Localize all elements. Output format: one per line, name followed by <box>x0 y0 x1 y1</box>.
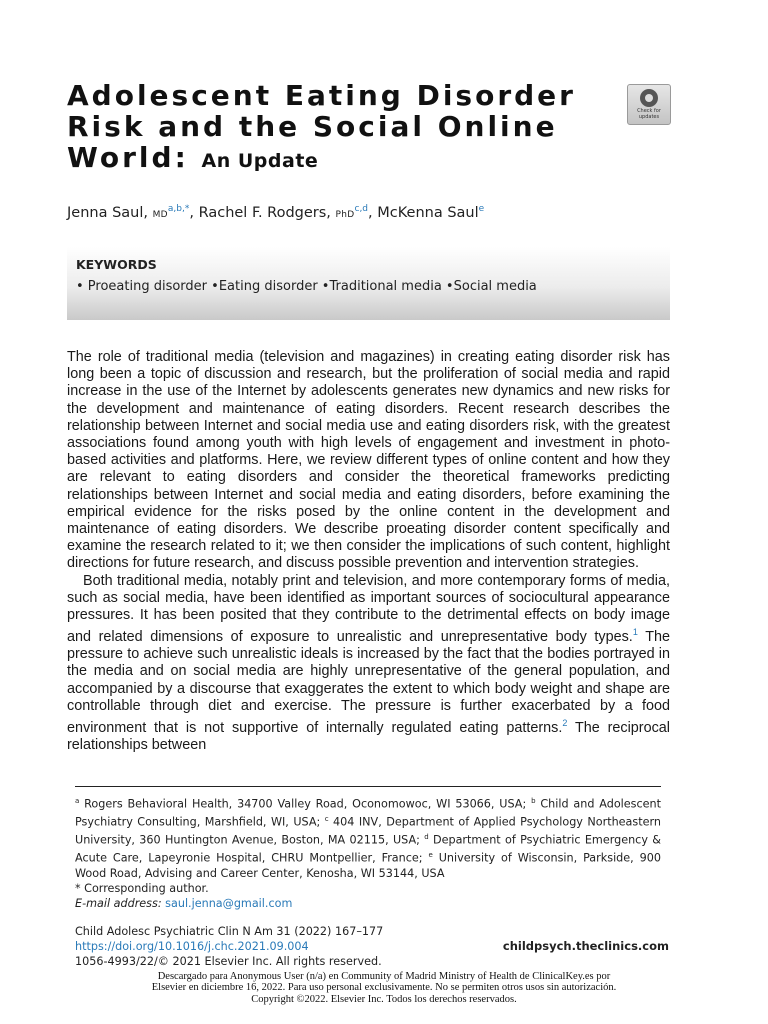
affiliation-marker[interactable]: c,d <box>354 204 369 214</box>
corresponding-author: * Corresponding author. <box>75 881 209 895</box>
author-name: , McKenna Saul <box>368 205 479 221</box>
email-label: E-mail address: <box>75 897 162 911</box>
abstract-paragraph: The role of traditional media (television and magazines) in creating eating disorder risk has long been a topic of discussion and research, but the proliferation of social media and rapid increase in the use of the Internet by adolescents generates new dynamics and new risks for the development and maintenance of eating disorders. Recent research describes the relationship between Internet and social media use and eating disorders risk, with the greatest associations found among youth with high levels of engagement and investment in photo-based activities and platforms. Here, we review different types of online content and how they are relevant to eating disorders and consider the theoretical frameworks predicting relationships between Internet and social media and eating disorders, before examining the empirical evidence for the risks posed by the online content in the development and maintenance of eating disorders. We describe proeating disorder content specifically and examine the research related to it; we then consider the implications of such content, highlight directions for future research, and discuss possible prevention and intervention strategies. <box>67 349 670 572</box>
journal-citation: Child Adolesc Psychiatric Clin N Am 31 (2022) 167–177 <box>75 925 384 938</box>
article-title <box>67 80 587 177</box>
keywords-box <box>67 247 670 320</box>
email-link[interactable]: saul.jenna@gmail.com <box>165 897 293 911</box>
copyright-line: 1056-4993/22/© 2021 Elsevier Inc. All rights reserved. <box>75 955 382 969</box>
check-for-updates-button[interactable] <box>627 84 671 125</box>
article-body <box>67 349 670 754</box>
body-paragraph <box>67 573 670 755</box>
check-for-updates-label: Check for updates <box>637 108 661 120</box>
affiliation-marker: b <box>531 797 536 805</box>
affiliation-text: Department of Psychiatric Emergency & Acute Care, Lapeyronie Hospital, CHRU Montpellier, France; <box>75 833 661 865</box>
affiliation-text: University of Wisconsin, Parkside, 900 Wood Road, Advising and Career Center, Kenosha, WI 53144, USA <box>75 851 661 880</box>
affiliation-marker[interactable]: a,b,* <box>167 204 190 214</box>
download-notice: Descargado para Anonymous User (n/a) en Community of Madrid Ministry of Health de ClinicalKey.es por Elsevier en diciembre 16, 2022. Para uso personal exclusivamente. No se permiten otros usos sin autorización. Copyright ©2022. Elsevier Inc. Todos los derechos reservados. <box>151 971 617 1005</box>
affiliation-text: Child and Adolescent Psychiatry Consulting, Marshfield, WI, USA; <box>75 797 662 829</box>
affiliation-marker: a <box>75 797 80 805</box>
email-line <box>75 896 661 911</box>
author-list <box>67 204 707 221</box>
body-text: Both traditional media, notably print and television, and more contemporary forms of media, such as social media, have been identified as important sources of sociocultural appearance pressures. It has been posited that they contribute to the detrimental effects on body image and related dimensions of exposure to unrealistic and unrepresentative body types. <box>67 572 670 646</box>
title-main: Adolescent Eating Disorder Risk and the Social Online World: <box>67 79 576 174</box>
author-name: Jenna Saul, <box>67 205 148 221</box>
author-name: , Rachel F. Rodgers, <box>189 205 331 221</box>
footnote-divider <box>75 786 661 787</box>
keywords-heading: KEYWORDS <box>76 257 157 272</box>
body-text: The reciprocal relationships between <box>67 719 670 754</box>
update-check-icon <box>640 89 658 107</box>
affiliation-marker: d <box>424 832 429 841</box>
affiliation-text: Rogers Behavioral Health, 34700 Valley Road, Oconomowoc, WI 53066, USA; <box>79 797 532 811</box>
author-degree: MD <box>152 210 168 220</box>
affiliation-marker: c <box>324 814 329 823</box>
reference-link[interactable]: 2 <box>562 718 568 729</box>
affiliation-marker: e <box>428 850 433 859</box>
footnotes <box>75 794 661 911</box>
doi-link[interactable]: https://doi.org/10.1016/j.chc.2021.09.004 <box>75 940 309 954</box>
affiliation-text: 404 INV, Department of Applied Psychology Northeastern University, 360 Huntington Avenue, Boston, MA 02115, USA; <box>75 815 662 847</box>
citation-block <box>75 924 383 970</box>
author-degree: PhD <box>335 210 355 220</box>
title-subtitle: An Update <box>201 150 319 172</box>
affiliations <box>75 794 661 881</box>
keyword-item: • Social media <box>442 279 537 294</box>
reference-link[interactable]: 1 <box>632 627 638 638</box>
body-text: The pressure to achieve such unrealistic ideals is increased by the fact that the bodies portrayed in the media and on social media are highly unrepresentative of the general population, and accompanied by a discourse that exaggerates the extent to which body weight and shape are controllable through diet and exercise. The pressure is further exacerbated by a food environment that is not supportive of internally regulated eating patterns. <box>67 629 670 736</box>
keyword-list <box>76 279 537 294</box>
keyword-item: • Proeating disorder <box>76 279 208 294</box>
affiliation-marker[interactable]: e <box>478 204 485 214</box>
keyword-item: • Traditional media <box>318 279 442 294</box>
keyword-item: • Eating disorder <box>207 279 318 294</box>
journal-site-link[interactable]: childpsych.theclinics.com <box>502 939 669 953</box>
